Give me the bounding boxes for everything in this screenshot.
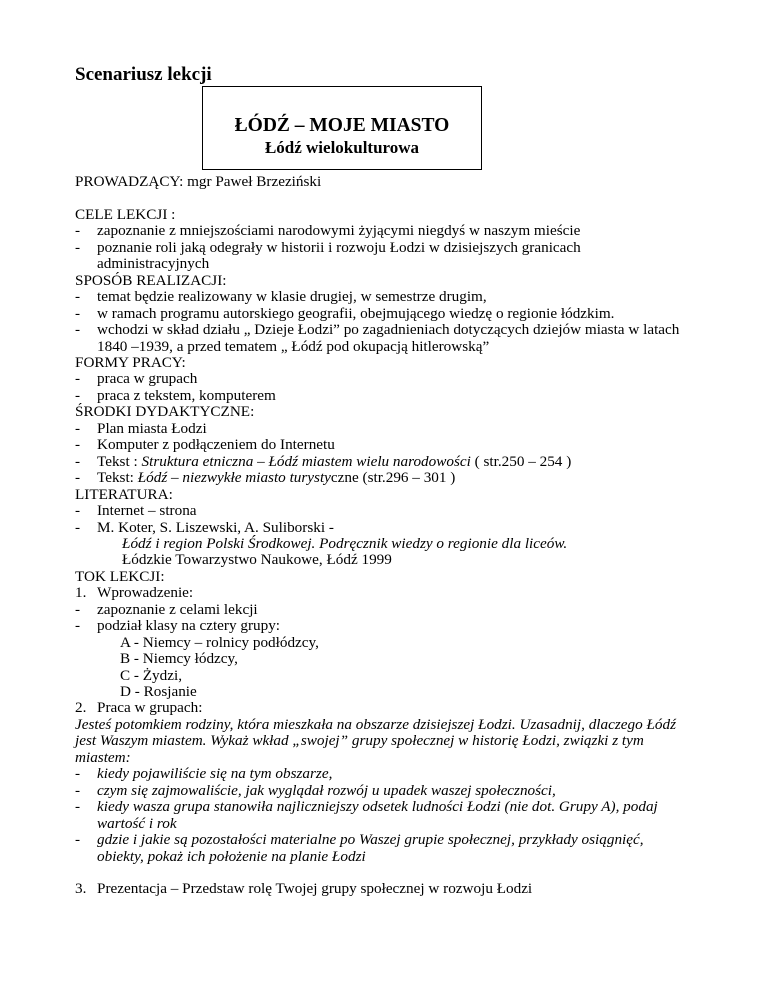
list-item: - w ramach programu autorskiego geografii, obejmującego wiedzę o regionie łódzkim.	[75, 304, 615, 322]
question-item: - kiedy wasza grupa stanowiła najliczniejszy odsetek ludności Łodzi (nie dot. Grupy A), podaj	[75, 798, 658, 816]
section-heading-forms: FORMY PRACY:	[75, 353, 186, 371]
list-item: - praca w grupach	[75, 370, 198, 388]
book-title: Łódź i region Polski Środkowej. Podręcznik wiedzy o regionie dla liceów.	[122, 534, 568, 552]
section-heading-resources: ŚRODKI DYDAKTYCZNE:	[75, 403, 255, 421]
question-item: - gdzie i jakie są pozostałości materialne po Waszej grupie społecznej, przykłady osiągnięć,	[75, 831, 644, 849]
group-item: C - Żydzi,	[120, 666, 183, 684]
group-item: A - Niemcy – rolnicy podłódzcy,	[120, 633, 319, 651]
title-box	[202, 86, 482, 170]
numbered-item: 3. Prezentacja – Przedstaw rolę Twojej grupy społecznej w rozwoju Łodzi	[75, 880, 533, 898]
list-item: - Tekst: Łódź – niezwykłe miasto turystyczne (str.296 – 301 )	[75, 469, 456, 487]
group-item: D - Rosjanie	[120, 683, 197, 701]
list-item: - M. Koter, S. Liszewski, A. Suliborski -	[75, 518, 334, 536]
section-heading-literature: LITERATURA:	[75, 485, 173, 503]
book-publisher: Łódzkie Towarzystwo Naukowe, Łódź 1999	[122, 551, 392, 569]
section-heading-procedure: TOK LEKCJI:	[75, 567, 165, 585]
list-item: - Internet – strona	[75, 502, 197, 520]
list-item-continuation: 1840 –1939, a przed tematem „ Łódź pod okupacją hitlerowską”	[97, 337, 490, 355]
list-item: - Plan miasta Łodzi	[75, 419, 207, 437]
list-item: - poznanie roli jaką odegrały w historii i rozwoju Łodzi w dzisiejszych granicach	[75, 238, 581, 256]
list-item: - zapoznanie z mniejszościami narodowymi żyjącymi niegdyś w naszym mieście	[75, 222, 581, 240]
spacer	[75, 865, 715, 881]
question-item: - czym się zajmowaliście, jak wyglądał rozwój u upadek waszej społeczności,	[75, 781, 556, 799]
lesson-title: ŁÓDŹ – MOJE MIASTO	[234, 115, 450, 136]
document-body	[75, 174, 715, 898]
numbered-item: 1. Wprowadzenie:	[75, 584, 194, 602]
section-heading-method: SPOSÓB REALIZACJI:	[75, 271, 227, 289]
teacher-line: PROWADZĄCY: mgr Paweł Brzeziński	[75, 173, 322, 190]
section-heading-goals: CELE LEKCJI :	[75, 205, 176, 223]
list-item: - praca z tekstem, komputerem	[75, 386, 276, 404]
question-item-continuation: obiekty, pokaż ich położenie na planie Łodzi	[97, 847, 366, 865]
question-item: - kiedy pojawiliście się na tym obszarze,	[75, 765, 333, 783]
group-item: B - Niemcy łódzcy,	[120, 650, 238, 668]
list-item: - zapoznanie z celami lekcji	[75, 600, 258, 618]
question-item-continuation: wartość i rok	[97, 814, 177, 832]
list-item: - podział klasy na cztery grupy:	[75, 617, 281, 635]
list-item: - temat będzie realizowany w klasie drugiej, w semestrze drugim,	[75, 288, 487, 306]
lesson-subtitle: Łódź wielokulturowa	[264, 138, 420, 157]
task-text: jest Waszym miastem. Wykaż wkład „swojej” grupy społecznej w historię Łodzi, związki z tym	[75, 732, 644, 750]
page-title: Scenariusz lekcji	[75, 64, 212, 85]
list-item: - wchodzi w skład działu „ Dzieje Łodzi” po zagadnieniach dotyczących dziejów miasta w latach	[75, 321, 680, 339]
spacer	[75, 190, 715, 206]
list-item: - Komputer z podłączeniem do Internetu	[75, 436, 335, 454]
numbered-item: 2. Praca w grupach:	[75, 699, 203, 717]
task-text: Jesteś potomkiem rodziny, która mieszkała na obszarze dzisiejszej Łodzi. Uzasadnij, dlaczego Łódź	[75, 715, 677, 733]
list-item-continuation: administracyjnych	[97, 255, 210, 273]
list-item: - Tekst : Struktura etniczna – Łódź miastem wielu narodowości ( str.250 – 254 )	[75, 452, 572, 470]
task-text: miastem:	[75, 748, 131, 766]
